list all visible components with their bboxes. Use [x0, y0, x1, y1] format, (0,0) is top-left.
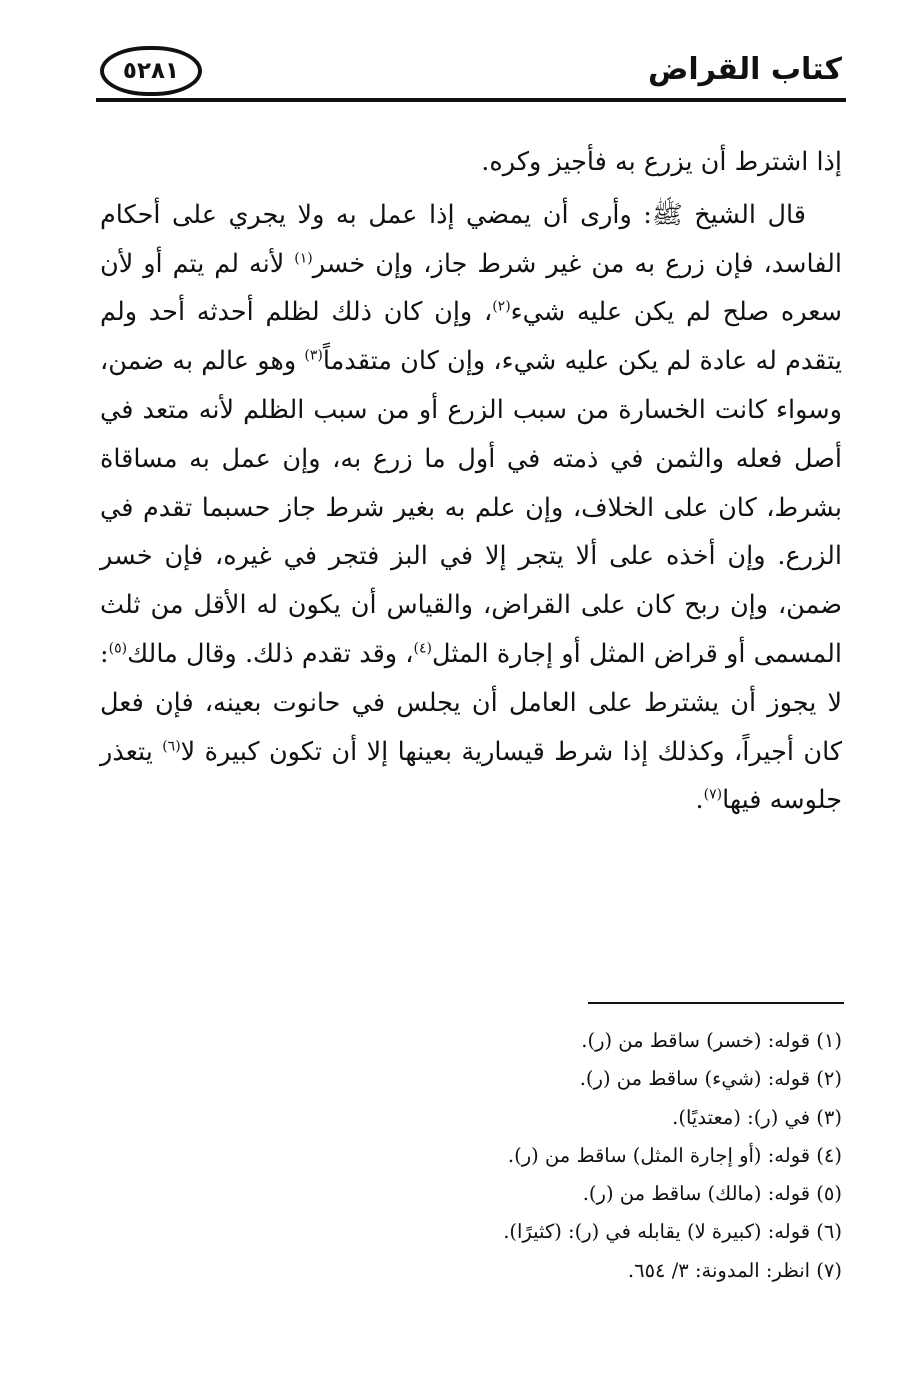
header-rule — [96, 98, 846, 102]
footnote-4: (٤) قوله: (أو إجارة المثل) ساقط من (ر). — [507, 1143, 842, 1167]
text-run: لأنه لم يتم أو لأن سعره صلح لم يكن عليه شيء — [100, 248, 842, 328]
text-run: وهو عالم به ضمن، وسواء كانت الخسارة من سبب الزرع أو من سبب الظلم لأنه متعد في أصل فعله والثمن في ذمته في أول ما زرع به، وإن عمل به مساقاة بشرط، كان على الخلاف، وإن علم به بغير شرط جاز حسبما تقدم في الزرع. وإن أخذه على ألا يتجر إلا في البز فتجر في غيره، فإن خسر ضمن، وإن ربح كان على القراض، والقياس أن يكون له الأقل من ثلث المسمى أو قراض المثل أو إجارة المثل — [100, 346, 842, 669]
footnote-ref: (٤) — [413, 640, 433, 657]
page-header — [96, 40, 846, 106]
footnote-5: (٥) قوله: (مالك) ساقط من (ر). — [582, 1182, 842, 1206]
main-text — [100, 138, 842, 825]
text-run: . — [695, 785, 704, 816]
footnote-separator — [588, 1002, 844, 1004]
footnote-ref: (٥) — [108, 640, 128, 657]
footnote-ref: (١) — [294, 250, 313, 267]
footnote-3: (٣) في (ر): (معتديًا). — [672, 1105, 842, 1129]
footnote-1: (١) قوله: (خسر) ساقط من (ر). — [581, 1029, 842, 1052]
text-run: : لا يجوز أن يشترط على العامل أن يجلس في حانوت بعينه، فإن فعل كان أجيراً، وكذلك إذا شرط قيسارية بعينها إلا أن تكون كبيرة لا — [100, 638, 842, 767]
text-run: ، وقد تقدم ذلك. وقال مالك — [127, 638, 414, 669]
page-number: ٥٢٨١ — [122, 58, 180, 84]
text-run: يتعذر جلوسه فيها — [100, 736, 842, 816]
footnote-ref: (٧) — [703, 786, 723, 803]
page-number-badge — [100, 46, 202, 96]
footnote-6: (٦) قوله: (كبيرة لا) يقابله في (ر): (كثيرًا). — [503, 1220, 842, 1244]
footnote-7: (٧) انظر: المدونة: ٣/ ٦٥٤. — [627, 1258, 842, 1282]
footnotes-list — [342, 1022, 842, 1290]
footnote-2: (٢) قوله: (شيء) ساقط من (ر). — [579, 1067, 842, 1091]
footnote-ref: (٢) — [492, 298, 511, 315]
footnote-ref: (٦) — [162, 738, 181, 755]
text-run: إذا اشترط أن يزرع به فأجيز وكره. — [481, 147, 842, 177]
text-run: قال الشيخ ﷺ: وأرى أن يمضي إذا عمل به ولا يجري على أحكام الفاسد، فإن زرع به من غير شرط جاز، وإن خسر — [100, 199, 843, 279]
text-run: ، وإن كان ذلك لظلم أحدثه أحد ولم يتقدم له عادة لم يكن عليه شيء، وإن كان متقدماً — [100, 297, 843, 377]
footnote-ref: (٣) — [304, 347, 323, 364]
paragraph-1 — [100, 138, 842, 187]
paragraph-2 — [100, 191, 842, 825]
book-title: كتاب القراض — [648, 52, 842, 87]
